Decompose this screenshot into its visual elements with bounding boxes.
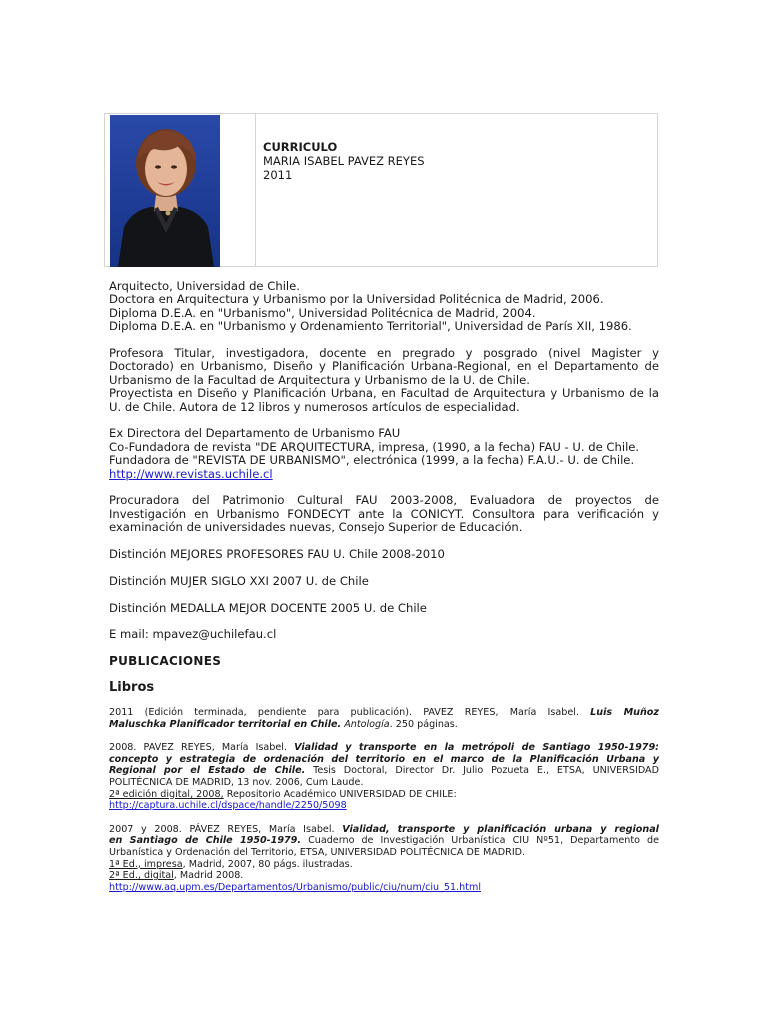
profesora-line: Profesora Titular, investigadora, docente en pregrado y posgrado (nivel Magister y — [109, 346, 659, 361]
person-name: MARIA ISABEL PAVEZ REYES — [263, 154, 425, 168]
publicaciones-heading: PUBLICACIONES — [109, 654, 222, 669]
photo-cell — [105, 114, 256, 266]
pub-edition: 2ª edición digital, 2008, — [109, 788, 224, 800]
directora-line: Co-Fundadora de revista "DE ARQUITECTURA, impresa, (1990, a la fecha) FAU - U. de Chile. — [109, 439, 640, 454]
directora-line: Fundadora de "REVISTA DE URBANISMO", electrónica (1999, a la fecha) F.A.U.- U. de Chile. — [109, 453, 635, 468]
libros-heading: Libros — [109, 679, 155, 695]
profesora-line: U. de Chile. Autora de 12 libros y numerosos artículos de especialidad. — [109, 399, 520, 414]
publication-entry — [109, 742, 659, 812]
pub-text: 2007 y 2008. PÁVEZ REYES, María Isabel. — [109, 823, 335, 835]
cv-body — [109, 280, 659, 905]
pub-text: Tesis Doctoral, Director Dr. Julio Pozueta E., ETSA, UNIVERSIDAD — [313, 765, 659, 777]
degree-line: Arquitecto, Universidad de Chile. — [109, 279, 300, 293]
profesora-section — [109, 347, 659, 414]
pub-title: Regional por el Estado de Chile. — [109, 765, 306, 777]
distincion-3: Distinción MEDALLA MEJOR DOCENTE 2005 U. de Chile — [109, 600, 427, 615]
pub-title: Vialidad y transporte en la metrópoli de Santiago 1950-1979: — [294, 742, 659, 754]
pub-line: Urbanística y Ordenación del Territorio, ETSA, UNIVERSIDAD POLITÉCNICA DE MADRID. — [109, 847, 526, 858]
pub-text: , Madrid 2008. — [173, 870, 244, 882]
pub-line — [109, 789, 659, 801]
header-table — [104, 113, 658, 267]
pub-line: POLITÉCNICA DE MADRID, 13 nov. 2006, Cum Laude. — [109, 777, 364, 789]
ciu-link[interactable]: http://www.aq.upm.es/Departamentos/Urbanismo/public/ciu/num/ciu_51.html — [109, 881, 481, 893]
pub-title: Vialidad, transporte y planificación urbana y regional — [342, 823, 659, 835]
title-cell — [263, 140, 425, 182]
pub-line — [109, 824, 659, 836]
pub-line — [109, 870, 659, 882]
portrait-illustration — [110, 115, 220, 267]
email-line: E mail: mpavez@uchilefau.cl — [109, 627, 277, 642]
pub-type: Antología — [344, 718, 390, 730]
distincion-2: Distinción MUJER SIGLO XXI 2007 U. de Chile — [109, 573, 369, 588]
pub-line — [109, 719, 659, 731]
pub-title: concepto y estrategia de ordenación del territorio en el marco de la Planificación Urbana y — [109, 753, 659, 765]
profesora-line: Urbanismo de la Facultad de Arquitectura y Urbanismo de la U. de Chile. — [109, 372, 530, 387]
pub-text: . 250 páginas. — [389, 718, 458, 730]
degree-line: Doctora en Arquitectura y Urbanismo por la Universidad Politécnica de Madrid, 2006. — [109, 292, 604, 307]
pub-link-line — [109, 882, 659, 894]
pub-text: 2011 (Edición terminada, pendiente para publicación). PAVEZ REYES, María Isabel. — [109, 707, 579, 719]
pub-line — [109, 707, 659, 719]
pub-link-line — [109, 800, 659, 812]
profesora-line: Proyectista en Diseño y Planificación Urbana, en Facultad de Arquitectura y Urbanismo de la — [109, 386, 659, 401]
pub-title: Maluschka Planificador territorial en Chile. — [109, 718, 342, 730]
distincion-1: Distinción MEJORES PROFESORES FAU U. Chile 2008-2010 — [109, 547, 445, 562]
degree-line: Diploma D.E.A. en "Urbanismo y Ordenamiento Territorial", Universidad de París XII, 1986. — [109, 319, 632, 334]
profesora-line: Doctorado) en Urbanismo, Diseño y Planificación Urbana-Regional, en el Departamento de — [109, 359, 659, 374]
pub-line — [109, 859, 659, 871]
captura-link[interactable]: http://captura.uchile.cl/dspace/handle/2250/5098 — [109, 800, 347, 812]
procuradora-line: Procuradora del Patrimonio Cultural FAU 2003-2008, Evaluadora de proyectos de — [109, 493, 659, 508]
pub-line — [109, 835, 659, 847]
pub-edition: 1ª Ed., impresa — [109, 858, 183, 870]
pub-edition: 2ª Ed., digital — [109, 870, 174, 882]
pub-text: Repositorio Académico UNIVERSIDAD DE CHILE: — [226, 788, 457, 800]
revistas-link-line — [109, 468, 659, 481]
pub-text: , Madrid, 2007, 80 págs. ilustradas. — [182, 858, 353, 870]
publication-entry — [109, 824, 659, 894]
pub-line — [109, 754, 659, 766]
pub-title: Luis Muñoz — [590, 707, 659, 719]
degree-line: Diploma D.E.A. en "Urbanismo", Universidad Politécnica de Madrid, 2004. — [109, 305, 536, 320]
directora-section — [109, 427, 659, 481]
pub-title: en Santiago de Chile 1950-1979. — [109, 835, 302, 847]
pub-line — [109, 742, 659, 754]
pub-text: Cuaderno de Investigación Urbanística CIU Nº51, Departamento de — [308, 835, 659, 847]
pub-text: 2008. PAVEZ REYES, María Isabel. — [109, 742, 287, 754]
procuradora-line: Investigación en Urbanismo FONDECYT ante la CONICYT. Consultora para verificación y — [109, 506, 659, 521]
cv-title: CURRICULO — [263, 140, 338, 154]
procuradora-line: examinación de universidades nuevas, Consejo Superior de Educación. — [109, 520, 523, 535]
revistas-link[interactable]: http://www.revistas.uchile.cl — [109, 466, 273, 481]
portrait-photo — [110, 115, 220, 267]
cv-year: 2011 — [263, 168, 293, 182]
publication-entry — [109, 707, 659, 730]
pub-line — [109, 765, 659, 777]
procuradora-section — [109, 494, 659, 534]
degrees-section — [109, 280, 659, 334]
directora-line: Ex Directora del Departamento de Urbanismo FAU — [109, 426, 401, 441]
